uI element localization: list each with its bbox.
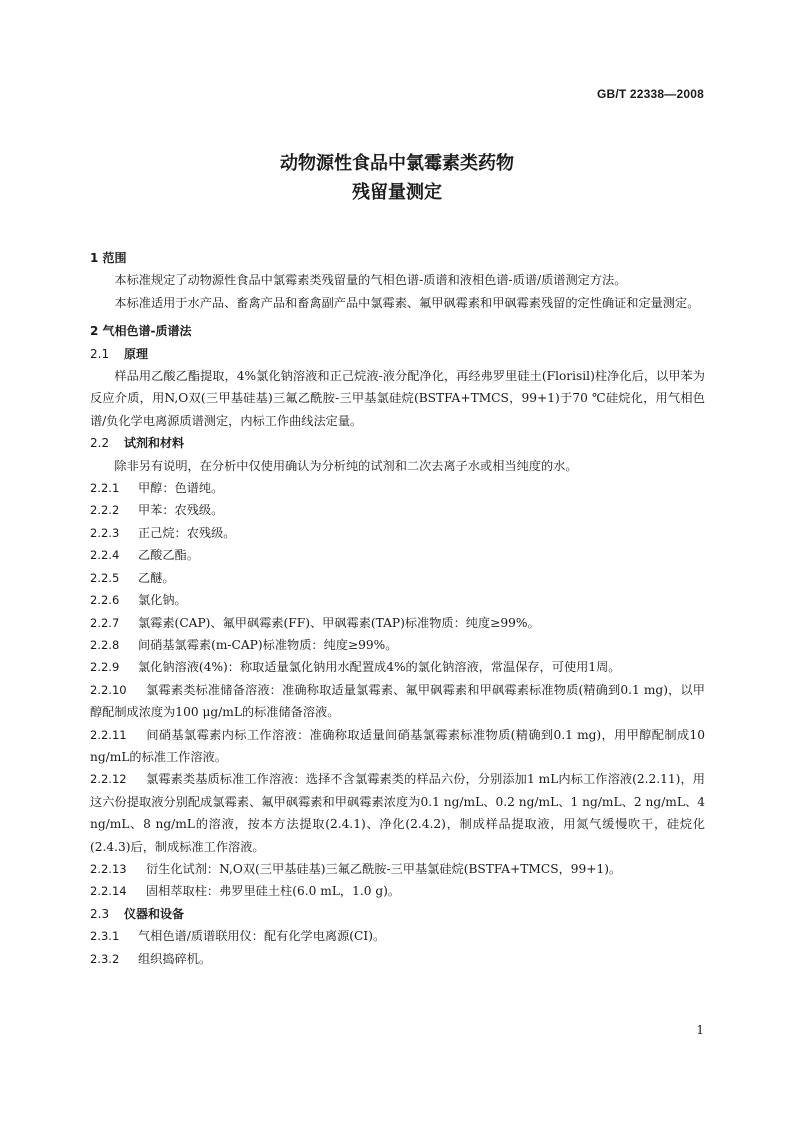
item-text: 乙酸乙酯。: [138, 548, 199, 563]
section-2-heading: 2 气相色谱-质谱法: [90, 324, 192, 339]
section-2-1-heading: [90, 343, 705, 365]
item-text: 乙醚。: [138, 570, 175, 585]
item-number: 2.2.12: [90, 772, 127, 787]
section-1-heading: 1 范围: [90, 251, 127, 265]
standard-code: GB/T 22338—2008: [596, 87, 704, 101]
item-text: 氯霉素类标准储备溶液：准确称取适量氯霉素、氟甲砜霉素和甲砜霉素标准物质(精确到0.1 mg)，以甲醇配制成浓度为100 μg/mL的标准储备溶液。: [90, 682, 705, 720]
list-item: [90, 544, 705, 566]
item-number: 2.2.13: [90, 861, 127, 876]
list-item: [90, 656, 705, 678]
principle-paragraph: 样品用乙酸乙酯提取，4%氯化钠溶液和正己烷液-液分配净化，再经弗罗里硅土(Florisil)柱净化后，以甲苯为反应介质，用N,O双(三甲基硅基)三氟乙酰胺-三甲基氯硅烷(BSTFA+TMCS，99+1)于70 ℃硅烷化，用气相色谱/负化学电离源质谱测定，内标工作曲线法定量。: [90, 369, 705, 428]
item-text: 甲苯：农残级。: [138, 503, 224, 518]
item-text: 组织捣碎机。: [138, 951, 212, 966]
document-title-line1: 动物源性食品中氯霉素类药物: [280, 153, 514, 174]
item-number: 2.2.14: [90, 884, 127, 899]
list-item: [90, 477, 705, 499]
item-text: 间硝基氯霉素内标工作溶液：准确称取适量间硝基氯霉素标准物质(精确到0.1 mg)，用甲醇配制成10 ng/mL的标准工作溶液。: [90, 727, 705, 764]
item-text: 间硝基氯霉素(m-CAP)标准物质：纯度≥99%。: [138, 637, 398, 652]
list-item: [90, 948, 705, 970]
section-number: 2.1: [90, 346, 110, 361]
item-text: 正己烷：农残级。: [138, 525, 236, 540]
item-text: 氯霉素(CAP)、氟甲砜霉素(FF)、甲砜霉素(TAP)标准物质：纯度≥99%。: [138, 615, 540, 630]
section-title: 试剂和材料: [124, 436, 185, 451]
list-item: [90, 634, 705, 656]
item-number: 2.2.11: [90, 727, 127, 742]
list-item: [90, 679, 705, 724]
reagents-paragraph: 除非另有说明，在分析中仅使用确认为分析纯的试剂和二次去离子水或相当纯度的水。: [114, 458, 578, 473]
list-item: [90, 880, 705, 902]
item-number: 2.2.3: [90, 525, 120, 540]
item-number: 2.2.6: [90, 593, 120, 608]
list-item: [90, 522, 705, 544]
item-text: 甲醇：色谱纯。: [138, 481, 224, 496]
item-text: 氯化钠。: [138, 593, 187, 608]
section-title: 仪器和设备: [124, 906, 185, 921]
scope-paragraph-2: 本标准适用于水产品、畜禽产品和畜禽副产品中氯霉素、氟甲砜霉素和甲砜霉素残留的定性确证和定量测定。: [114, 295, 700, 310]
list-item: [90, 499, 705, 521]
item-text: 氯霉素类基质标准工作溶液：选择不含氯霉素类的样品六份，分别添加1 mL内标工作溶液(2.2.11)，用这六份提取液分别配成氯霉素、氟甲砜霉素和甲砜霉素浓度为0.1 ng/mL、0.2 ng/mL、1 ng/mL、2 ng/mL、4 ng/mL、8 ng/mL的溶液，按本方法提取(2.4.1)、净化(2.4.2)，制成样品提取液，用氮气缓慢吹干，硅烷化(2.4.3)后，制成标准工作溶液。: [90, 772, 705, 854]
item-number: 2.3.1: [90, 929, 120, 944]
item-text: 氯化钠溶液(4%)：称取适量氯化钠用水配置成4%的氯化钠溶液，常温保存，可使用1周。: [138, 660, 621, 675]
list-item: [90, 925, 705, 947]
item-text: 气相色谱/质谱联用仪：配有化学电离源(CI)。: [138, 929, 386, 944]
item-number: 2.2.2: [90, 503, 120, 518]
list-item: [90, 589, 705, 611]
list-item: [90, 612, 705, 634]
item-number: 2.2.8: [90, 637, 120, 652]
item-text: 衍生化试剂：N,O双(三甲基硅基)三氟乙酰胺-三甲基氯硅烷(BSTFA+TMCS，99+1)。: [146, 861, 622, 876]
item-number: 2.2.7: [90, 615, 120, 630]
list-item: [90, 858, 705, 880]
item-number: 2.2.1: [90, 481, 120, 496]
section-2-3-heading: [90, 903, 705, 925]
item-text: 固相萃取柱：弗罗里硅土柱(6.0 mL，1.0 g)。: [146, 884, 401, 899]
section-number: 2.3: [90, 906, 110, 921]
item-number: 2.2.5: [90, 570, 120, 585]
item-number: 2.2.4: [90, 548, 120, 563]
item-number: 2.2.10: [90, 682, 127, 697]
item-number: 2.3.2: [90, 951, 120, 966]
document-title-line2: 残留量测定: [352, 182, 442, 203]
scope-paragraph-1: 本标准规定了动物源性食品中氯霉素类残留量的气相色谱-质谱和液相色谱-质谱/质谱测定方法。: [114, 273, 627, 288]
section-title: 原理: [124, 346, 149, 361]
list-item: [90, 768, 705, 858]
list-item: [90, 567, 705, 589]
list-item: [90, 724, 705, 769]
section-2-2-heading: [90, 432, 705, 454]
item-number: 2.2.9: [90, 660, 120, 675]
page-number: 1: [696, 1023, 704, 1037]
document-body: [90, 247, 705, 970]
section-number: 2.2: [90, 436, 110, 451]
